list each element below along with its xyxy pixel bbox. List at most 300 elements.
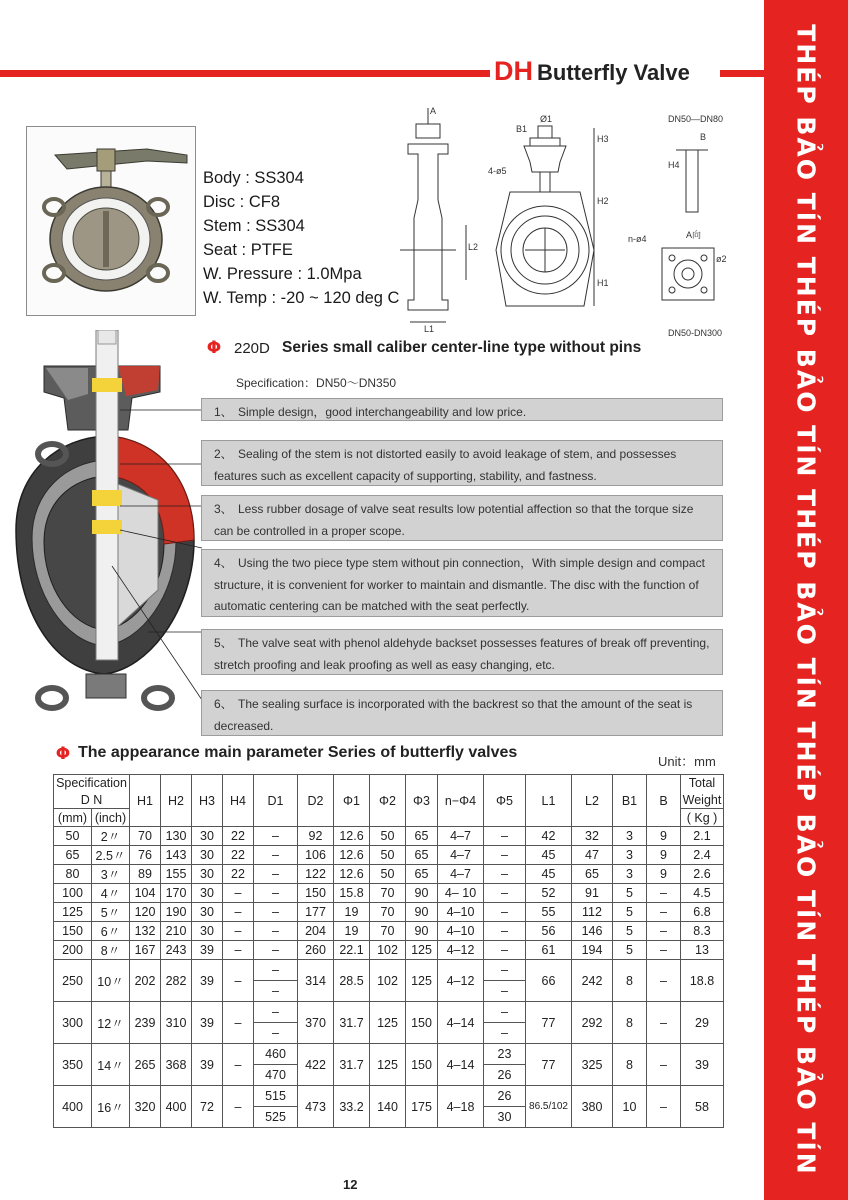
- cell-l2: 91: [572, 884, 613, 903]
- cell-weight: 58: [681, 1086, 724, 1128]
- header-rule-tail: [720, 70, 764, 77]
- cell-phi1: 22.1: [334, 941, 370, 960]
- table-row: [54, 884, 724, 903]
- cell-h4: –: [223, 903, 254, 922]
- cell-d2: 92: [298, 827, 334, 846]
- brand-code: DH: [494, 56, 533, 86]
- svg-text:Φ: Φ: [55, 744, 71, 762]
- cell-l2: 194: [572, 941, 613, 960]
- cell-h3: 39: [192, 1002, 223, 1044]
- cell-phi5-top: 26: [484, 1086, 526, 1107]
- cell-phi3: 125: [406, 941, 438, 960]
- cell-h2: 310: [161, 1002, 192, 1044]
- cell-weight: 2.6: [681, 865, 724, 884]
- cell-b: 9: [647, 827, 681, 846]
- label-h1: H1: [597, 278, 609, 288]
- cell-d2: 260: [298, 941, 334, 960]
- cell-phi1: 12.6: [334, 865, 370, 884]
- cell-l2: 325: [572, 1044, 613, 1086]
- header-col: L2: [572, 775, 613, 827]
- cell-d2: 106: [298, 846, 334, 865]
- cell-b1: 5: [613, 884, 647, 903]
- header-col: Φ5: [484, 775, 526, 827]
- cell-h4: –: [223, 1044, 254, 1086]
- spec-temp: W. Temp : -20 ~ 120 deg C: [203, 289, 400, 307]
- cell-l1: 56: [526, 922, 572, 941]
- cell-h4: 22: [223, 846, 254, 865]
- cell-l2: 32: [572, 827, 613, 846]
- table-row: [54, 922, 724, 941]
- cell-inch: 8〃: [92, 941, 130, 960]
- header-col: B1: [613, 775, 647, 827]
- cell-d1: –: [254, 903, 298, 922]
- spec-stem: Stem : SS304: [203, 217, 305, 235]
- spec-seat: Seat : PTFE: [203, 241, 293, 259]
- cell-n-phi4: 4–12: [438, 960, 484, 1002]
- cell-phi5: –: [484, 903, 526, 922]
- specification-range: Specification：DN50～DN350: [236, 376, 397, 390]
- cell-d1-top: 515: [254, 1086, 298, 1107]
- label-phi2: ø2: [716, 254, 727, 264]
- product-photo: [26, 126, 196, 316]
- cell-d1-top: –: [254, 960, 298, 981]
- cell-b1: 10: [613, 1086, 647, 1128]
- label-h3: H3: [597, 134, 609, 144]
- cell-phi2: 70: [370, 922, 406, 941]
- section-title-parameters: The appearance main parameter Series of butterfly valves: [78, 744, 518, 761]
- cell-phi3: 150: [406, 1044, 438, 1086]
- header-rule: [0, 70, 490, 77]
- cell-phi3: 150: [406, 1002, 438, 1044]
- cell-mm: 300: [54, 1002, 92, 1044]
- cell-inch: 3〃: [92, 865, 130, 884]
- cell-h4: 22: [223, 827, 254, 846]
- cell-b1: 8: [613, 1044, 647, 1086]
- cell-weight: 2.1: [681, 827, 724, 846]
- parameter-table-wrap: [53, 774, 724, 1128]
- label-h4: H4: [668, 160, 680, 170]
- label-h2: H2: [597, 196, 609, 206]
- cell-phi1: 31.7: [334, 1002, 370, 1044]
- cell-phi1: 15.8: [334, 884, 370, 903]
- cell-n-phi4: 4–10: [438, 922, 484, 941]
- cell-b1: 5: [613, 903, 647, 922]
- cell-phi5-top: –: [484, 1002, 526, 1023]
- cell-phi1: 33.2: [334, 1086, 370, 1128]
- cell-d1: –: [254, 884, 298, 903]
- cell-h3: 30: [192, 903, 223, 922]
- cell-b1: 3: [613, 846, 647, 865]
- cell-h2: 155: [161, 865, 192, 884]
- cell-b: –: [647, 903, 681, 922]
- cell-phi2: 102: [370, 960, 406, 1002]
- header-kg: ( Kg ): [681, 809, 724, 827]
- cell-h2: 143: [161, 846, 192, 865]
- table-row: [54, 903, 724, 922]
- cell-d2: 204: [298, 922, 334, 941]
- cell-h1: 132: [130, 922, 161, 941]
- cell-h3: 30: [192, 884, 223, 903]
- cell-l1: 86.5/102: [526, 1086, 572, 1128]
- cell-phi3: 90: [406, 903, 438, 922]
- cell-d2: 370: [298, 1002, 334, 1044]
- feature-text: Less rubber dosage of valve seat results low potential affection so that the torque size can be controlled in a proper scope.: [214, 502, 694, 538]
- header-specification: Specification: [54, 775, 130, 792]
- cell-l2: 292: [572, 1002, 613, 1044]
- cell-h3: 30: [192, 922, 223, 941]
- label-dn-small: DN50—DN80: [668, 114, 724, 124]
- header-col: H2: [161, 775, 192, 827]
- label-a-view: A向: [686, 230, 702, 240]
- cell-d2: 314: [298, 960, 334, 1002]
- header-mm: (mm): [54, 809, 92, 827]
- label-dn-large: DN50-DN300: [668, 328, 723, 338]
- feature-text: Using the two piece type stem without pin connection，With simple design and compact structure, it is convenient for worker to maintain and dismantle. The disc with the function of automatic centering can be matched with the seat perfectly.: [214, 556, 705, 613]
- cell-phi3: 65: [406, 865, 438, 884]
- cell-n-phi4: 4– 10: [438, 884, 484, 903]
- cell-h4: –: [223, 1086, 254, 1128]
- cell-phi1: 28.5: [334, 960, 370, 1002]
- spec-pressure: W. Pressure : 1.0Mpa: [203, 265, 362, 283]
- cell-n-phi4: 4–12: [438, 941, 484, 960]
- cell-d2: 177: [298, 903, 334, 922]
- cell-d2: 122: [298, 865, 334, 884]
- cell-mm: 350: [54, 1044, 92, 1086]
- cell-weight: 8.3: [681, 922, 724, 941]
- cell-inch: 5〃: [92, 903, 130, 922]
- cell-d1: –: [254, 941, 298, 960]
- feature-4: [201, 549, 723, 617]
- header-col: D1: [254, 775, 298, 827]
- cell-h3: 30: [192, 865, 223, 884]
- cell-mm: 150: [54, 922, 92, 941]
- cell-phi5: –: [484, 865, 526, 884]
- cell-phi5: –: [484, 922, 526, 941]
- cell-mm: 200: [54, 941, 92, 960]
- cell-n-phi4: 4–7: [438, 827, 484, 846]
- cell-l1: 77: [526, 1002, 572, 1044]
- cell-l2: 47: [572, 846, 613, 865]
- cell-h1: 202: [130, 960, 161, 1002]
- svg-text:Φ: Φ: [206, 338, 222, 356]
- header-col: H3: [192, 775, 223, 827]
- cell-phi2: 125: [370, 1002, 406, 1044]
- cell-d1-bottom: –: [254, 981, 298, 1002]
- cell-d1: –: [254, 846, 298, 865]
- header-total: Total: [681, 775, 724, 792]
- cell-h1: 70: [130, 827, 161, 846]
- cell-h3: 30: [192, 846, 223, 865]
- label-l2: L2: [468, 242, 479, 252]
- cell-phi2: 70: [370, 884, 406, 903]
- cell-weight: 6.8: [681, 903, 724, 922]
- cell-h4: –: [223, 922, 254, 941]
- cell-b: –: [647, 941, 681, 960]
- cell-h1: 89: [130, 865, 161, 884]
- cell-phi2: 50: [370, 827, 406, 846]
- valve-photo-illustration: [27, 127, 195, 315]
- cell-weight: 29: [681, 1002, 724, 1044]
- cell-l1: 66: [526, 960, 572, 1002]
- cell-h1: 239: [130, 1002, 161, 1044]
- unit-label: Unit：mm: [658, 754, 716, 769]
- cell-phi2: 125: [370, 1044, 406, 1086]
- cell-d2: 150: [298, 884, 334, 903]
- cell-weight: 13: [681, 941, 724, 960]
- header-col: n−Φ4: [438, 775, 484, 827]
- cell-d2: 473: [298, 1086, 334, 1128]
- feature-text: Sealing of the stem is not distorted easily to avoid leakage of stem, and possesses features such as excellent capacity of supporting, stability, and fastness.: [214, 447, 677, 483]
- cell-b: –: [647, 1086, 681, 1128]
- cell-inch: 14〃: [92, 1044, 130, 1086]
- header-col: Φ1: [334, 775, 370, 827]
- header-col: Φ3: [406, 775, 438, 827]
- cell-h1: 320: [130, 1086, 161, 1128]
- cell-d1: –: [254, 827, 298, 846]
- valve-cutaway-drawing: [8, 330, 208, 730]
- cell-d1-bottom: 470: [254, 1065, 298, 1086]
- table-row: [54, 827, 724, 846]
- cell-l1: 42: [526, 827, 572, 846]
- table-row: [54, 1044, 724, 1065]
- cell-d1-top: –: [254, 1002, 298, 1023]
- header-dn: D N: [54, 792, 130, 809]
- feature-text: The sealing surface is incorporated with the backrest so that the amount of the seat is decreased.: [214, 697, 693, 733]
- feature-text: The valve seat with phenol aldehyde backset possesses features of break off preventing, stretch proofing and leak proofing as well as easy changing, etc.: [214, 636, 710, 672]
- header-col: H4: [223, 775, 254, 827]
- cell-n-phi4: 4–14: [438, 1044, 484, 1086]
- cell-n-phi4: 4–7: [438, 846, 484, 865]
- cell-b: –: [647, 1044, 681, 1086]
- feature-1: [201, 398, 723, 421]
- parameter-table: [53, 774, 724, 1128]
- cell-h4: –: [223, 1002, 254, 1044]
- header-weight: Weight: [681, 792, 724, 809]
- cell-b: –: [647, 1002, 681, 1044]
- header-col: D2: [298, 775, 334, 827]
- cell-l1: 61: [526, 941, 572, 960]
- cell-weight: 2.4: [681, 846, 724, 865]
- cell-weight: 4.5: [681, 884, 724, 903]
- cell-weight: 18.8: [681, 960, 724, 1002]
- cell-phi2: 50: [370, 846, 406, 865]
- cell-weight: 39: [681, 1044, 724, 1086]
- cell-phi1: 12.6: [334, 846, 370, 865]
- header-col: H1: [130, 775, 161, 827]
- cell-b: –: [647, 922, 681, 941]
- phi-bullet-icon: [54, 744, 72, 762]
- feature-number: 6、: [214, 697, 233, 711]
- cell-mm: 65: [54, 846, 92, 865]
- feature-6: [201, 690, 723, 736]
- cell-phi3: 125: [406, 960, 438, 1002]
- cell-l2: 112: [572, 903, 613, 922]
- cell-d2: 422: [298, 1044, 334, 1086]
- label-n-phi4: n-ø4: [628, 234, 647, 244]
- table-row: [54, 1002, 724, 1023]
- cell-h2: 190: [161, 903, 192, 922]
- cell-d1: –: [254, 865, 298, 884]
- cell-h3: 39: [192, 941, 223, 960]
- label-b: B: [700, 132, 707, 142]
- cell-phi2: 140: [370, 1086, 406, 1128]
- cell-phi5-bottom: –: [484, 981, 526, 1002]
- cell-phi2: 70: [370, 903, 406, 922]
- cell-d1-bottom: 525: [254, 1107, 298, 1128]
- cell-n-phi4: 4–10: [438, 903, 484, 922]
- table-row: [54, 960, 724, 981]
- cell-b1: 3: [613, 827, 647, 846]
- cell-h3: 30: [192, 827, 223, 846]
- table-row: [54, 1086, 724, 1107]
- label-phi1: Ø1: [540, 114, 553, 124]
- cell-inch: 10〃: [92, 960, 130, 1002]
- cell-n-phi4: 4–14: [438, 1002, 484, 1044]
- cell-inch: 16〃: [92, 1086, 130, 1128]
- cell-inch: 2.5〃: [92, 846, 130, 865]
- brand-sidebar-text: THÉP BẢO TÍN THÉP BẢO TÍN THÉP BẢO TÍN THÉP BẢO TÍN THÉP BẢO TÍN: [791, 24, 821, 1176]
- cell-l2: 242: [572, 960, 613, 1002]
- cell-l1: 45: [526, 865, 572, 884]
- cell-inch: 12〃: [92, 1002, 130, 1044]
- cell-h3: 72: [192, 1086, 223, 1128]
- series-code: 220D: [234, 340, 270, 357]
- cell-mm: 50: [54, 827, 92, 846]
- cell-mm: 400: [54, 1086, 92, 1128]
- label-a: A: [430, 106, 437, 116]
- cell-inch: 2〃: [92, 827, 130, 846]
- page-title: [494, 56, 690, 87]
- cell-h2: 282: [161, 960, 192, 1002]
- cell-b: 9: [647, 865, 681, 884]
- cell-d1: –: [254, 922, 298, 941]
- cell-l2: 65: [572, 865, 613, 884]
- cell-inch: 4〃: [92, 884, 130, 903]
- cell-phi5-bottom: 26: [484, 1065, 526, 1086]
- cell-phi1: 31.7: [334, 1044, 370, 1086]
- cell-b1: 8: [613, 1002, 647, 1044]
- cell-h2: 210: [161, 922, 192, 941]
- cell-mm: 80: [54, 865, 92, 884]
- technical-drawings: [380, 100, 750, 345]
- cell-h2: 368: [161, 1044, 192, 1086]
- feature-number: 3、: [214, 502, 233, 516]
- table-row: [54, 865, 724, 884]
- feature-number: 2、: [214, 447, 233, 461]
- cell-phi5-top: 23: [484, 1044, 526, 1065]
- cell-b: 9: [647, 846, 681, 865]
- feature-2: [201, 440, 723, 486]
- cell-l1: 52: [526, 884, 572, 903]
- cell-d1-top: 460: [254, 1044, 298, 1065]
- cell-phi3: 175: [406, 1086, 438, 1128]
- label-l1: L1: [424, 324, 435, 334]
- cell-l1: 45: [526, 846, 572, 865]
- cell-h1: 265: [130, 1044, 161, 1086]
- cell-h1: 104: [130, 884, 161, 903]
- cell-phi3: 65: [406, 827, 438, 846]
- feature-number: 5、: [214, 636, 233, 650]
- cell-b1: 5: [613, 941, 647, 960]
- cell-h2: 243: [161, 941, 192, 960]
- cell-phi1: 19: [334, 922, 370, 941]
- cell-b1: 8: [613, 960, 647, 1002]
- feature-5: [201, 629, 723, 675]
- section-title-series: Series small caliber center-line type without pins: [282, 339, 642, 356]
- cell-phi5: –: [484, 941, 526, 960]
- cell-b: –: [647, 960, 681, 1002]
- cell-phi2: 50: [370, 865, 406, 884]
- label-b1: B1: [516, 124, 528, 134]
- page-number: 12: [343, 1177, 358, 1192]
- cell-l1: 55: [526, 903, 572, 922]
- cell-phi3: 90: [406, 922, 438, 941]
- cell-l2: 146: [572, 922, 613, 941]
- feature-number: 4、: [214, 556, 233, 570]
- cell-l1: 77: [526, 1044, 572, 1086]
- cell-b1: 3: [613, 865, 647, 884]
- cell-mm: 100: [54, 884, 92, 903]
- cell-n-phi4: 4–18: [438, 1086, 484, 1128]
- cell-phi2: 102: [370, 941, 406, 960]
- spec-body: Body : SS304: [203, 169, 304, 187]
- cell-phi1: 12.6: [334, 827, 370, 846]
- cell-mm: 125: [54, 903, 92, 922]
- cell-phi3: 90: [406, 884, 438, 903]
- cell-h3: 39: [192, 1044, 223, 1086]
- header-col: L1: [526, 775, 572, 827]
- cell-h4: –: [223, 960, 254, 1002]
- valve-cutaway-illustration: [8, 330, 208, 735]
- cell-mm: 250: [54, 960, 92, 1002]
- header-inch: (inch): [92, 809, 130, 827]
- cell-phi5-bottom: 30: [484, 1107, 526, 1128]
- table-row: [54, 941, 724, 960]
- table-row: [54, 846, 724, 865]
- cell-phi5: –: [484, 846, 526, 865]
- cell-h1: 76: [130, 846, 161, 865]
- cell-h4: 22: [223, 865, 254, 884]
- cell-h1: 167: [130, 941, 161, 960]
- cell-phi5: –: [484, 827, 526, 846]
- feature-3: [201, 495, 723, 541]
- cell-inch: 6〃: [92, 922, 130, 941]
- cell-h4: –: [223, 884, 254, 903]
- header-col: Φ2: [370, 775, 406, 827]
- cell-b1: 5: [613, 922, 647, 941]
- cell-d1-bottom: –: [254, 1023, 298, 1044]
- cell-b: –: [647, 884, 681, 903]
- cell-n-phi4: 4–7: [438, 865, 484, 884]
- feature-number: 1、: [214, 405, 233, 419]
- cell-l2: 380: [572, 1086, 613, 1128]
- cell-h1: 120: [130, 903, 161, 922]
- header-col: B: [647, 775, 681, 827]
- cell-phi5-top: –: [484, 960, 526, 981]
- cell-phi3: 65: [406, 846, 438, 865]
- spec-disc: Disc : CF8: [203, 193, 281, 211]
- cell-h2: 170: [161, 884, 192, 903]
- cell-h4: –: [223, 941, 254, 960]
- title-text: Butterfly Valve: [537, 60, 690, 85]
- cell-phi5-bottom: –: [484, 1023, 526, 1044]
- cell-h3: 39: [192, 960, 223, 1002]
- valve-dimension-drawing: [380, 100, 750, 340]
- feature-text: Simple design，good interchangeability and low price.: [238, 405, 527, 419]
- cell-h2: 400: [161, 1086, 192, 1128]
- material-specs: [203, 166, 399, 310]
- cell-phi1: 19: [334, 903, 370, 922]
